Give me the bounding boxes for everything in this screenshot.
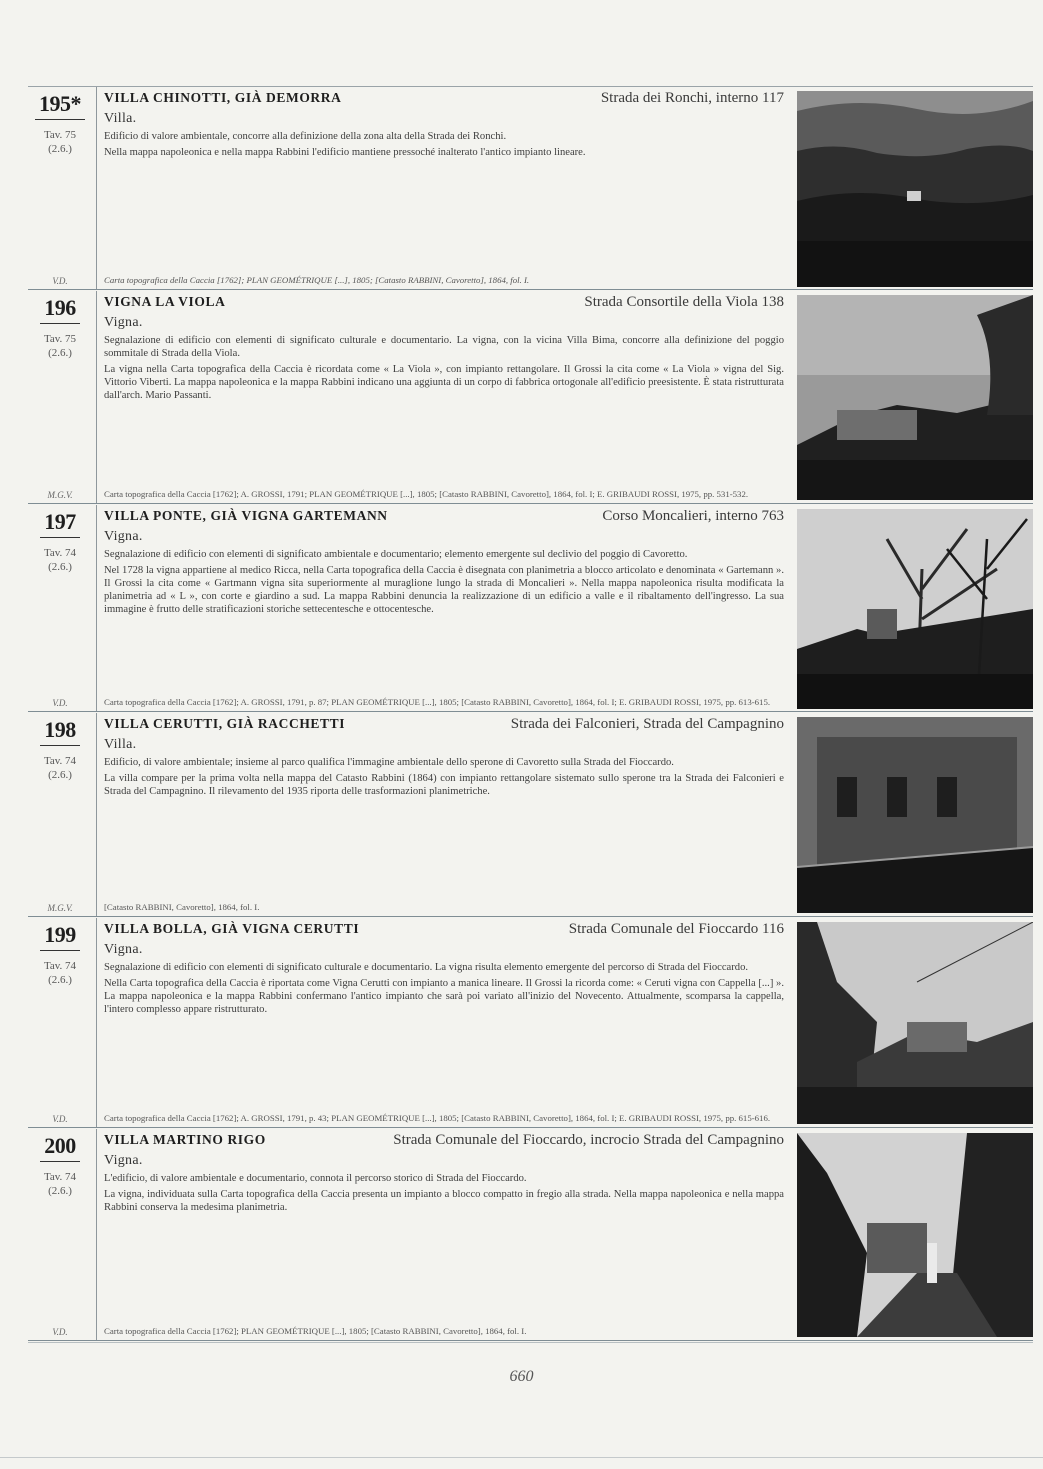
entry-title: VILLA CHINOTTI, GIÀ DEMORRA (104, 90, 342, 105)
entry-paragraph: Edificio di valore ambientale, concorre alla definizione della zona alta della Strada dei Ronchi. (104, 131, 507, 142)
tavola-ref (28, 754, 92, 782)
entry-address: Strada Consortile della Viola 138 (584, 294, 784, 310)
entry-type: Vigna. (104, 529, 143, 544)
tavola-ref (28, 959, 92, 987)
tavola-ref (28, 546, 92, 574)
photo-image (797, 922, 1033, 1124)
entry-content (104, 1132, 784, 1337)
entry-sources: Carta topografica della Caccia [1762]; PLAN GEOMÉTRIQUE [...], 1805; [Catasto RABBINI, Cavoretto], 1864, fol. I. (104, 275, 530, 285)
tavola-label: Tav. 74 (43, 547, 77, 559)
entry-number: 198 (40, 717, 80, 746)
page-edge-line (0, 1457, 1043, 1458)
entry-number: 197 (40, 509, 80, 538)
photo-vigna-la-viola (797, 295, 1033, 500)
section-ref: (2.6.) (48, 1185, 72, 1197)
entry-left-column (28, 87, 92, 289)
section-ref: (2.6.) (48, 561, 72, 573)
entry-paragraph: La vigna nella Carta topografica della Caccia è ricordata come « La Viola », con impianto rettangolare. Il Grossi la cita come « La Viola » vigna del Sig. Vittorio Viberti. La mappa napoleonica e la mappa Rabbini indicano una aggiunta di un corpo di fabbrica ortogonale all'edificio preesistente. È stata ristrutturata dall'arch. Mario Passanti. (104, 364, 784, 401)
photo-image (797, 1133, 1033, 1337)
column-divider (96, 713, 97, 916)
tavola-label: Tav. 75 (43, 333, 77, 345)
entry-196 (28, 291, 1033, 504)
tavola-ref (28, 332, 92, 360)
tavola-label: Tav. 74 (43, 1171, 77, 1183)
tavola-label: Tav. 74 (43, 755, 77, 767)
entry-sources: Carta topografica della Caccia [1762]; PLAN GEOMÉTRIQUE [...], 1805; [Catasto RABBINI, Cavoretto], 1864, fol. I. (104, 1326, 527, 1336)
entry-paragraph: Nel 1728 la vigna appartiene al medico Ricca, nella Carta topografica della Caccia è disegnata con planimetria a blocco articolato e denominata « Gartemann ». Il Grossi la cita come « Gartmann vigna sita superiormente al muraglione lungo la strada di Moncalieri ». Nella mappa napoleonica risulta modificata la planimetria ad « L », con corte e giardino a sud. La mappa Rabbini denuncia la realizzazione di un edificio a valle e il ribaltamento dell'ingresso. La sua immagine è frutto delle stratificazioni storiche settecentesche e ottocentesche. (104, 565, 784, 615)
author-initials: M.G.V. (47, 490, 73, 500)
entry-content (104, 294, 784, 500)
entry-195 (28, 87, 1033, 290)
entry-left-column (28, 291, 92, 503)
photo-image (797, 295, 1033, 500)
entry-paragraph: Nella Carta topografica della Caccia è riportata come Vigna Cerutti con impianto a manica lineare. Il Grossi la ricorda come: « Ceruti vigna con Cappella [...] ». La mappa napoleonica e la mappa Rabbini confermano l'antico impianto che sarà poi variato all'inizio del Novecento. Attualmente, scomparsa la cappella, l'intero complesso appare ristrutturato. (104, 978, 784, 1015)
photo-image (797, 91, 1033, 287)
title-row (104, 716, 784, 736)
column-divider (96, 291, 97, 503)
entry-197 (28, 505, 1033, 712)
entry-type: Villa. (104, 111, 137, 126)
footer-rule (28, 1342, 1033, 1343)
entry-number: 199 (40, 922, 80, 951)
tavola-label: Tav. 74 (43, 960, 77, 972)
entry-type: Vigna. (104, 942, 143, 957)
entry-address: Corso Moncalieri, interno 763 (602, 508, 784, 524)
entry-left-column (28, 713, 92, 916)
title-row (104, 1132, 784, 1152)
entry-type: Vigna. (104, 315, 143, 330)
entry-198 (28, 713, 1033, 917)
photo-villa-martino-rigo (797, 1133, 1033, 1337)
column-divider (96, 87, 97, 289)
entry-sources: Carta topografica della Caccia [1762]; A. GROSSI, 1791; PLAN GEOMÉTRIQUE [...], 1805; [Catasto RABBINI, Cavoretto], 1864, fol. I; E. GRIBAUDI ROSSI, 1975, pp. 531-532. (104, 489, 749, 499)
column-divider (96, 505, 97, 711)
entry-paragraph: L'edificio, di valore ambientale e documentario, connota il percorso storico di Strada del Fioccardo. (104, 1173, 527, 1184)
entry-address: Strada dei Ronchi, interno 117 (600, 90, 784, 106)
author-initials: V.D. (52, 1327, 68, 1337)
entry-paragraph: Segnalazione di edificio con elementi di significato culturale e documentario. La vigna risulta elemento emergente del percorso di Strada del Fioccardo. (104, 962, 749, 973)
tavola-ref (28, 1170, 92, 1198)
entry-sources: Carta topografica della Caccia [1762]; A. GROSSI, 1791, p. 43; PLAN GEOMÉTRIQUE [...], 1805; [Catasto RABBINI, Cavoretto], 1864, fol. I; E. GRIBAUDI ROSSI, 1975, pp. 615-616. (104, 1113, 771, 1123)
author-initials: V.D. (52, 276, 68, 286)
title-row (104, 294, 784, 314)
entry-title: VILLA BOLLA, GIÀ VIGNA CERUTTI (104, 921, 360, 936)
entry-paragraph: Edificio, di valore ambientale; insieme al parco qualifica l'immagine ambientale dello sperone di Cavoretto sulla Strada del Fioccardo. (104, 757, 674, 768)
title-row (104, 90, 784, 110)
entry-left-column (28, 918, 92, 1127)
entry-content (104, 716, 784, 913)
entry-number: 200 (40, 1133, 80, 1162)
author-initials: V.D. (52, 1114, 68, 1124)
entry-title: VILLA MARTINO RIGO (104, 1132, 266, 1147)
photo-villa-bolla (797, 922, 1033, 1124)
section-ref: (2.6.) (48, 769, 72, 781)
author-initials: V.D. (52, 698, 68, 708)
entry-paragraph: Nella mappa napoleonica e nella mappa Rabbini l'edificio mantiene pressoché inalterato l'antico impianto lineare. (104, 147, 586, 158)
entry-address: Strada Comunale del Fioccardo, incrocio Strada del Campagnino (393, 1132, 784, 1148)
photo-hillside-villa (797, 91, 1033, 287)
entry-title: VILLA PONTE, GIÀ VIGNA GARTEMANN (104, 508, 388, 523)
entry-type: Vigna. (104, 1153, 143, 1168)
entry-content (104, 90, 784, 286)
entry-200 (28, 1129, 1033, 1341)
entry-left-column (28, 505, 92, 711)
page-number: 660 (509, 1368, 534, 1385)
entry-paragraph: Segnalazione di edificio con elementi di significato culturale e documentario. La vigna, con la vicina Villa Bima, concorre alla definizione del poggio sommitale di Strada della Viola. (104, 335, 784, 359)
entry-sources: Carta topografica della Caccia [1762]; A. GROSSI, 1791, p. 87; PLAN GEOMÉTRIQUE [...], 1805; [Catasto RABBINI, Cavoretto], 1864, fol. I; E. GRIBAUDI ROSSI, 1975, pp. 613-615. (104, 697, 771, 707)
entry-left-column (28, 1129, 92, 1340)
entry-number: 196 (40, 295, 80, 324)
entry-199 (28, 918, 1033, 1128)
section-ref: (2.6.) (48, 143, 72, 155)
title-row (104, 508, 784, 528)
photo-villa-cerutti (797, 717, 1033, 913)
entry-address: Strada Comunale del Fioccardo 116 (568, 921, 784, 937)
photo-image (797, 509, 1033, 709)
entry-type: Villa. (104, 737, 137, 752)
photo-image (797, 717, 1033, 913)
entry-title: VILLA CERUTTI, GIÀ RACCHETTI (104, 716, 346, 731)
photo-villa-ponte (797, 509, 1033, 709)
column-divider (96, 918, 97, 1127)
entry-content (104, 508, 784, 708)
column-divider (96, 1129, 97, 1340)
section-ref: (2.6.) (48, 347, 72, 359)
entry-paragraph: Segnalazione di edificio con elementi di significato ambientale e documentario; elemento emergente sul declivio del poggio di Cavoretto. (104, 549, 688, 560)
author-initials: M.G.V. (47, 903, 73, 913)
entry-title: VIGNA LA VIOLA (104, 294, 226, 309)
entry-number: 195* (35, 91, 85, 120)
entry-paragraph: La villa compare per la prima volta nella mappa del Catasto Rabbini (1864) con impianto rettangolare sistemato sullo sperone tra la Strada dei Falconieri e Strada del Campagnino. Il rilevamento del 1935 riporta delle trasformazioni planimetriche. (104, 773, 784, 797)
section-ref: (2.6.) (48, 974, 72, 986)
entry-paragraph: La vigna, individuata sulla Carta topografica della Caccia presenta un impianto a blocco compatto in fregio alla strada. Nella mappa napoleonica e nella mappa Rabbini conserva la medesima planimetria. (104, 1189, 784, 1213)
entry-address: Strada dei Falconieri, Strada del Campagnino (510, 716, 784, 732)
entry-content (104, 921, 784, 1124)
tavola-ref (28, 128, 92, 156)
tavola-label: Tav. 75 (43, 129, 77, 141)
title-row (104, 921, 784, 941)
entry-sources: [Catasto RABBINI, Cavoretto], 1864, fol. I. (104, 902, 260, 912)
